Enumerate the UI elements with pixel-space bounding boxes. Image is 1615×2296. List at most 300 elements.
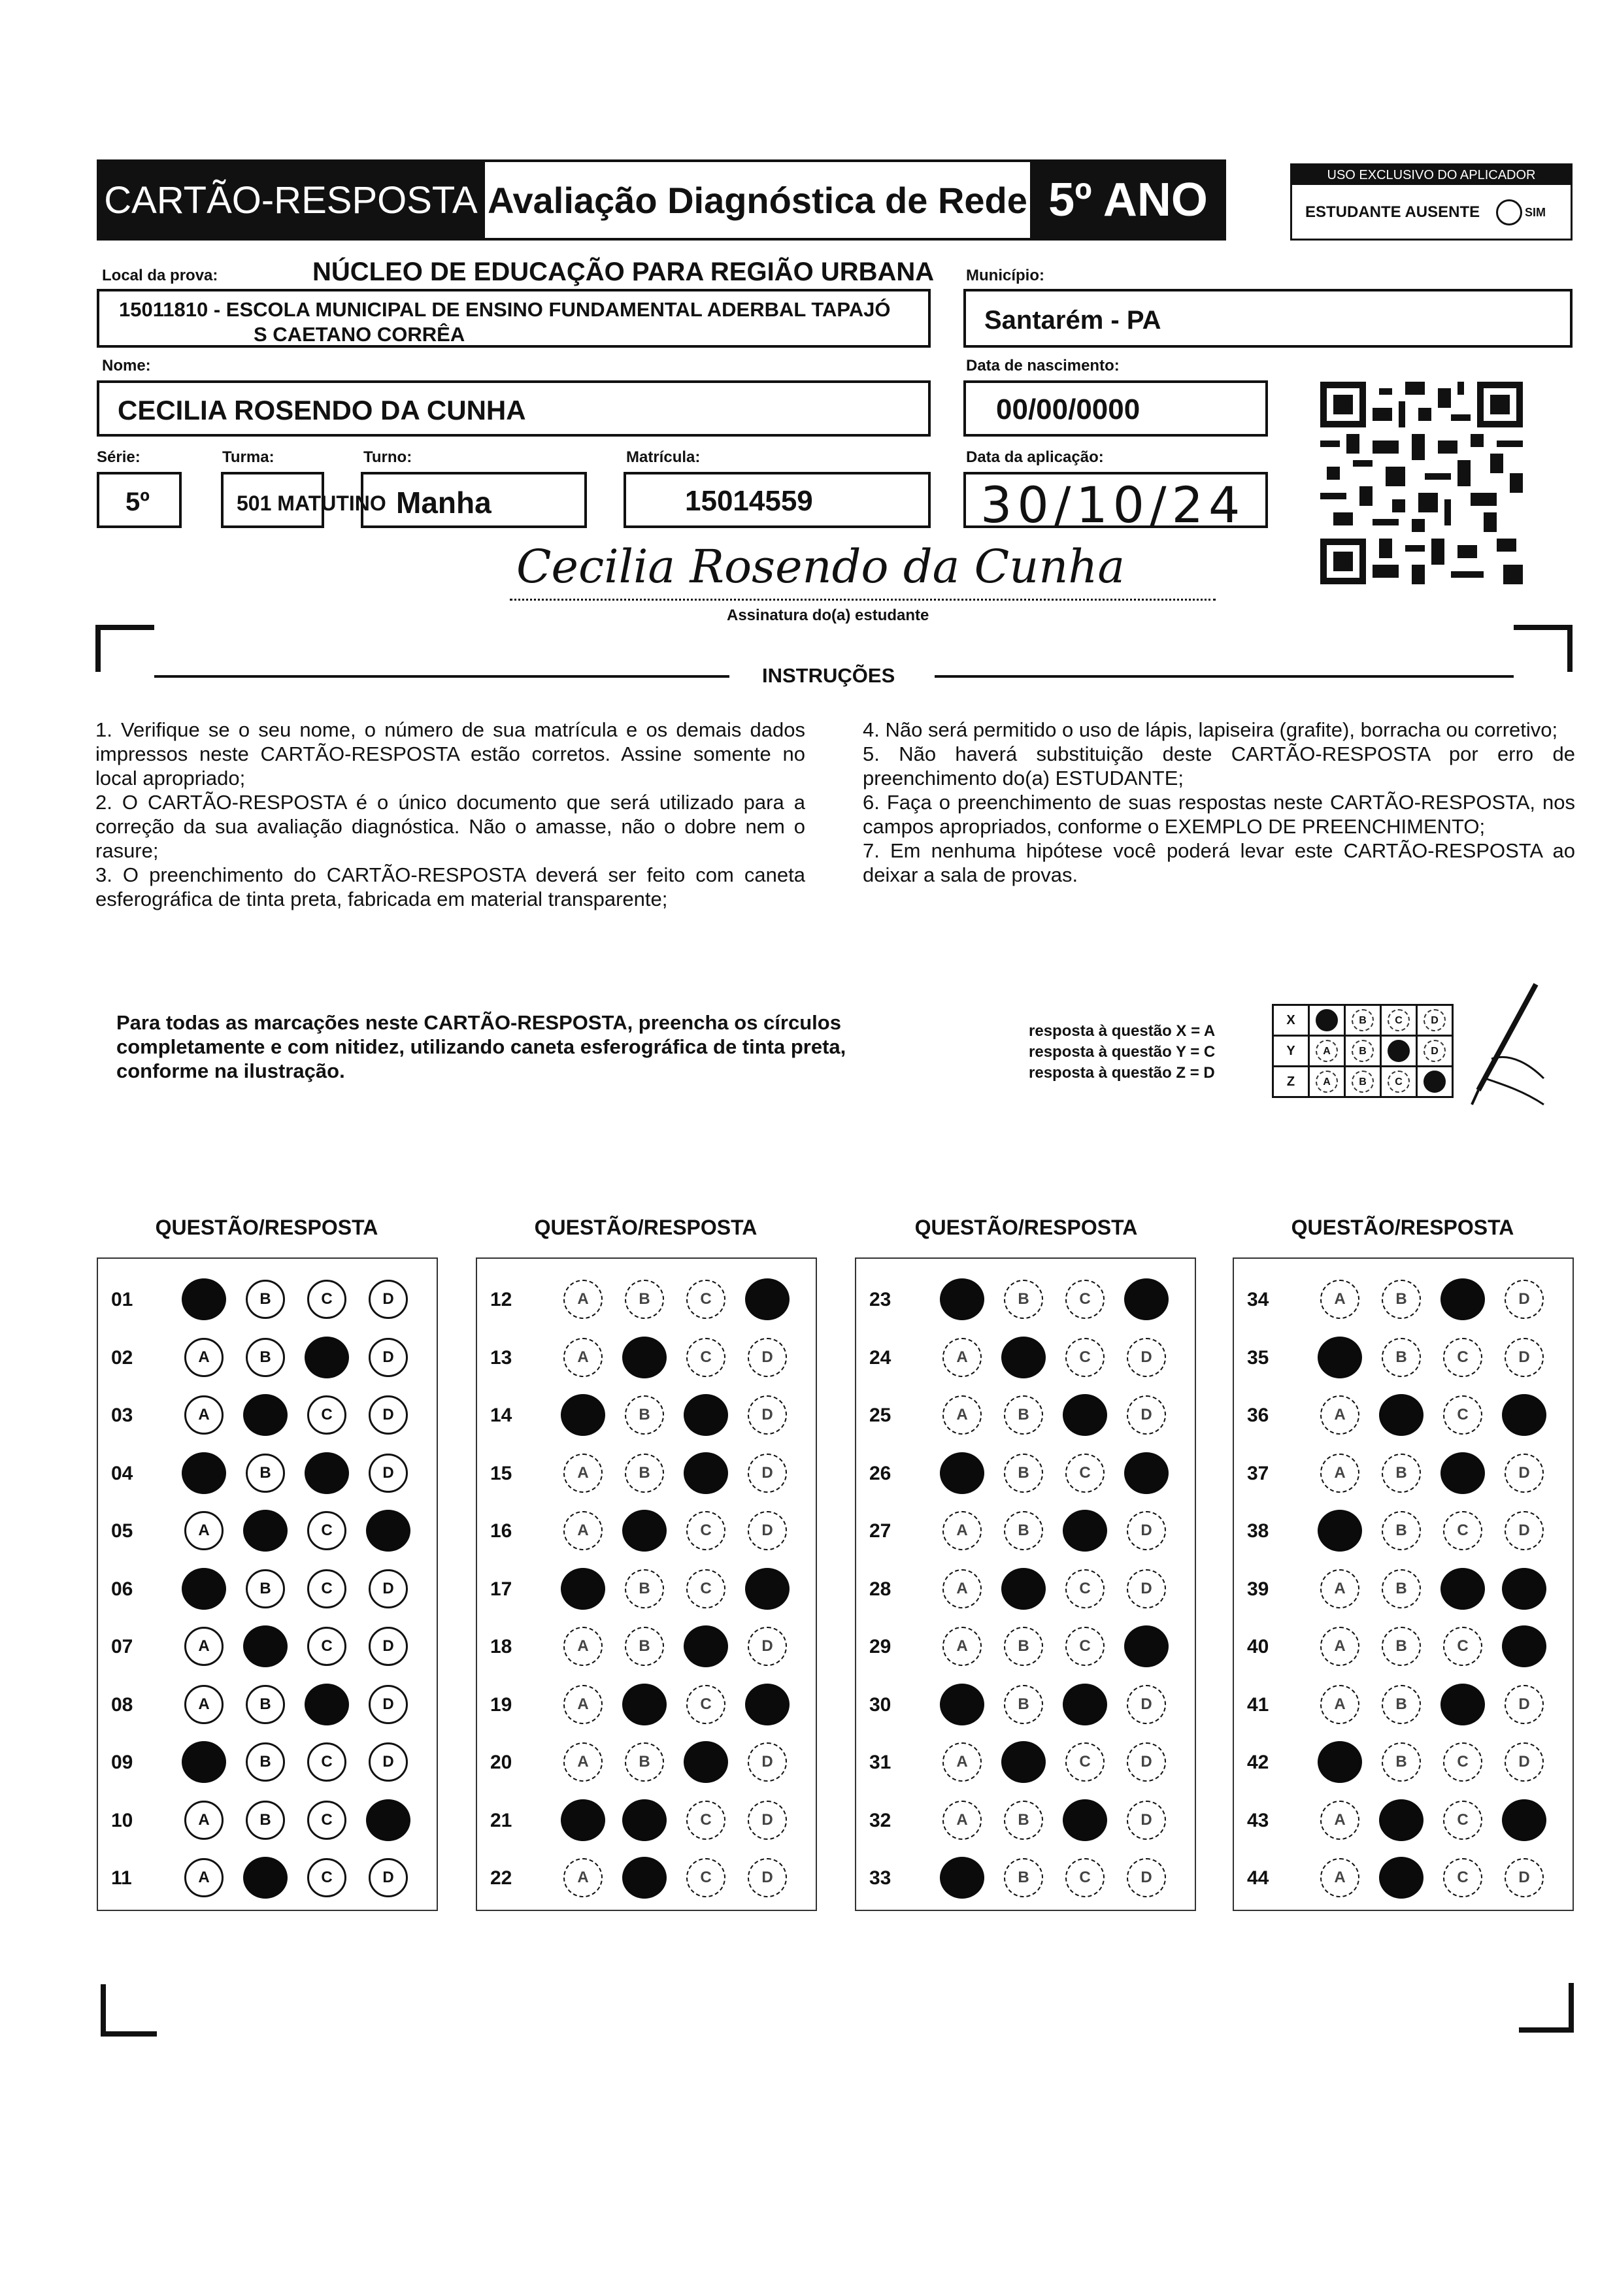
answer-bubble-18-b[interactable]: B xyxy=(625,1627,664,1666)
answer-bubble-06-b[interactable]: B xyxy=(246,1569,285,1608)
answer-bubble-02-d[interactable]: D xyxy=(369,1338,408,1377)
answer-bubble-06-a[interactable] xyxy=(182,1568,226,1610)
instruction-item: 3. O preenchimento do CARTÃO-RESPOSTA deverá ser feito com caneta esferográfica de tinta preta, fabricada em material transparente; xyxy=(95,863,805,910)
answer-bubble-39-c[interactable] xyxy=(1440,1568,1485,1610)
answer-bubble-07-a[interactable]: A xyxy=(184,1627,224,1666)
corner-top-right-v xyxy=(1567,625,1573,672)
answer-bubble-27-b[interactable]: B xyxy=(1004,1511,1043,1550)
answer-bubble-39-d[interactable] xyxy=(1502,1568,1546,1610)
instructions-rule-left xyxy=(154,675,729,678)
answer-bubble-28-d[interactable]: D xyxy=(1127,1569,1166,1608)
column-header: QUESTÃO/RESPOSTA xyxy=(1291,1216,1514,1239)
question-number: 25 xyxy=(869,1405,891,1426)
answer-bubble-26-a[interactable] xyxy=(940,1452,984,1494)
answer-bubble-26-c[interactable]: C xyxy=(1065,1454,1105,1493)
answer-bubble-30-a[interactable] xyxy=(940,1684,984,1725)
escola-field xyxy=(97,289,931,348)
answer-bubble-41-b[interactable]: B xyxy=(1382,1685,1421,1724)
municipio-value: Santarém - PA xyxy=(984,306,1161,335)
answer-bubble-10-c[interactable]: C xyxy=(307,1801,346,1840)
answer-bubble-24-a[interactable]: A xyxy=(942,1338,982,1377)
answer-bubble-31-a[interactable]: A xyxy=(942,1742,982,1782)
legend-y: resposta à questão Y = C xyxy=(1029,1043,1216,1061)
answer-bubble-22-d[interactable]: D xyxy=(748,1858,787,1897)
answer-bubble-32-d[interactable]: D xyxy=(1127,1801,1166,1840)
answer-bubble-25-b[interactable]: B xyxy=(1004,1395,1043,1435)
answer-bubble-32-c[interactable] xyxy=(1063,1799,1107,1841)
answer-bubble-03-a[interactable]: A xyxy=(184,1395,224,1435)
answer-bubble-33-a[interactable] xyxy=(940,1857,984,1899)
question-number: 07 xyxy=(111,1636,133,1657)
answer-bubble-05-a[interactable]: A xyxy=(184,1511,224,1550)
header-grade: 5º ANO xyxy=(1030,159,1226,241)
answer-bubble-40-a[interactable]: A xyxy=(1320,1627,1359,1666)
answer-bubble-12-d[interactable] xyxy=(745,1278,790,1320)
local-label: Local da prova: xyxy=(102,267,218,284)
aplicador-box xyxy=(1290,163,1573,241)
instruction-item: 6. Faça o preenchimento de suas respostas neste CARTÃO-RESPOSTA, nos campos apropriados, conforme o EXEMPLO DE PREENCHIMENTO; xyxy=(863,791,1575,838)
corner-top-left-v xyxy=(95,625,101,672)
serie-label: Série: xyxy=(97,448,141,466)
example-bubble: B xyxy=(1352,1040,1374,1062)
answer-bubble-09-b[interactable]: B xyxy=(246,1742,285,1782)
turno-label: Turno: xyxy=(363,448,412,466)
column-header: QUESTÃO/RESPOSTA xyxy=(155,1216,378,1239)
answer-bubble-14-d[interactable]: D xyxy=(748,1395,787,1435)
answer-bubble-31-b[interactable] xyxy=(1001,1741,1046,1783)
matricula-label: Matrícula: xyxy=(626,448,701,466)
answer-bubble-34-d[interactable]: D xyxy=(1505,1280,1544,1319)
answer-bubble-30-b[interactable]: B xyxy=(1004,1685,1043,1724)
answer-bubble-24-c[interactable]: C xyxy=(1065,1338,1105,1377)
question-number: 14 xyxy=(490,1405,512,1426)
answer-bubble-06-d[interactable]: D xyxy=(369,1569,408,1608)
answer-bubble-42-b[interactable]: B xyxy=(1382,1742,1421,1782)
question-number: 06 xyxy=(111,1578,133,1600)
question-number: 13 xyxy=(490,1346,512,1369)
answer-bubble-37-b[interactable]: B xyxy=(1382,1454,1421,1493)
question-number: 17 xyxy=(490,1578,512,1600)
question-number: 31 xyxy=(869,1752,891,1773)
example-bubble: B xyxy=(1352,1071,1374,1093)
answer-bubble-04-d[interactable]: D xyxy=(369,1454,408,1493)
answer-bubble-44-b[interactable] xyxy=(1379,1857,1424,1899)
answer-bubble-15-b[interactable]: B xyxy=(625,1454,664,1493)
corner-bottom-left xyxy=(101,2031,157,2037)
answer-bubble-43-b[interactable] xyxy=(1379,1799,1424,1841)
answer-bubble-33-b[interactable]: B xyxy=(1004,1858,1043,1897)
answer-bubble-42-c[interactable]: C xyxy=(1443,1742,1482,1782)
answer-bubble-41-c[interactable] xyxy=(1440,1684,1485,1725)
question-number: 36 xyxy=(1247,1405,1269,1426)
answer-bubble-28-a[interactable]: A xyxy=(942,1569,982,1608)
answer-bubble-22-b[interactable] xyxy=(622,1857,667,1899)
answer-bubble-15-c[interactable] xyxy=(684,1452,728,1494)
matricula-value: 15014559 xyxy=(685,485,813,517)
turno-field xyxy=(361,472,587,528)
question-number: 20 xyxy=(490,1752,512,1773)
signature: Cecilia Rosendo da Cunha xyxy=(516,540,1125,593)
instruction-item: 2. O CARTÃO-RESPOSTA é o único documento que será utilizado para a correção da sua avaliação diagnóstica. Não o amasse, não o dobre nem o rasure; xyxy=(95,791,805,862)
answer-bubble-09-a[interactable] xyxy=(182,1741,226,1783)
question-number: 44 xyxy=(1247,1867,1269,1889)
example-row-z xyxy=(1273,1067,1453,1097)
answer-bubble-22-c[interactable]: C xyxy=(686,1858,725,1897)
example-legend xyxy=(1029,1021,1215,1084)
question-number: 02 xyxy=(111,1346,133,1369)
question-number: 35 xyxy=(1247,1346,1269,1369)
question-number: 03 xyxy=(111,1405,133,1426)
answer-bubble-31-d[interactable]: D xyxy=(1127,1742,1166,1782)
header-subtitle: Avaliação Diagnóstica de Rede xyxy=(485,159,1030,241)
example-bubble: A xyxy=(1316,1071,1338,1093)
example-bubble: C xyxy=(1388,1009,1410,1031)
answer-bubble-17-d[interactable] xyxy=(745,1568,790,1610)
example-bubble: C xyxy=(1388,1071,1410,1093)
question-number: 28 xyxy=(869,1578,891,1600)
answer-bubble-02-b[interactable]: B xyxy=(246,1338,285,1377)
nascimento-value: 00/00/0000 xyxy=(996,393,1140,425)
legend-z: resposta à questão Z = D xyxy=(1029,1064,1215,1082)
answer-bubble-29-c[interactable]: C xyxy=(1065,1627,1105,1666)
nome-field xyxy=(97,380,931,437)
question-number: 05 xyxy=(111,1520,133,1542)
answer-bubble-17-b[interactable]: B xyxy=(625,1569,664,1608)
answer-bubble-01-d[interactable]: D xyxy=(369,1280,408,1319)
ausente-checkbox[interactable] xyxy=(1496,199,1522,225)
answer-bubble-35-b[interactable]: B xyxy=(1382,1338,1421,1377)
answer-bubble-37-c[interactable] xyxy=(1440,1452,1485,1494)
corner-bottom-left-v xyxy=(101,1984,106,2037)
pen-icon xyxy=(1452,980,1550,1118)
question-number: 30 xyxy=(869,1693,891,1716)
answer-bubble-40-d[interactable] xyxy=(1502,1625,1546,1667)
answer-bubble-36-c[interactable]: C xyxy=(1443,1395,1482,1435)
answer-bubble-32-a[interactable]: A xyxy=(942,1801,982,1840)
aplicacao-label: Data da aplicação: xyxy=(966,448,1104,466)
signature-label: Assinatura do(a) estudante xyxy=(727,607,929,624)
answer-bubble-13-a[interactable]: A xyxy=(563,1338,603,1377)
answer-bubble-34-c[interactable] xyxy=(1440,1278,1485,1320)
nome-label: Nome: xyxy=(102,357,151,374)
answer-bubble-36-d[interactable] xyxy=(1502,1394,1546,1436)
answer-bubble-11-d[interactable]: D xyxy=(369,1858,408,1897)
answer-bubble-37-d[interactable]: D xyxy=(1505,1454,1544,1493)
question-number: 27 xyxy=(869,1520,891,1542)
question-number: 34 xyxy=(1247,1289,1269,1310)
serie-value: 5º xyxy=(125,488,150,516)
answer-bubble-24-d[interactable]: D xyxy=(1127,1338,1166,1377)
answer-bubble-38-c[interactable]: C xyxy=(1443,1511,1482,1550)
instruction-item: 4. Não será permitido o uso de lápis, lapiseira (grafite), borracha ou corretivo; xyxy=(863,718,1558,741)
answer-bubble-38-a[interactable] xyxy=(1318,1510,1362,1552)
answer-bubble-11-b[interactable] xyxy=(243,1857,288,1899)
aplicador-title: USO EXCLUSIVO DO APLICADOR xyxy=(1292,165,1571,185)
corner-bottom-right-v xyxy=(1569,1983,1574,2033)
answer-bubble-16-c[interactable]: C xyxy=(686,1511,725,1550)
column-header: QUESTÃO/RESPOSTA xyxy=(914,1216,1138,1239)
answer-bubble-33-d[interactable]: D xyxy=(1127,1858,1166,1897)
question-number: 16 xyxy=(490,1520,512,1542)
answer-bubble-19-a[interactable]: A xyxy=(563,1685,603,1724)
municipio-label: Município: xyxy=(966,267,1044,284)
answer-bubble-01-b[interactable]: B xyxy=(246,1280,285,1319)
answer-bubble-14-c[interactable] xyxy=(684,1394,728,1436)
signature-line xyxy=(510,599,1216,601)
escola-line1: 15011810 - ESCOLA MUNICIPAL DE ENSINO FUNDAMENTAL ADERBAL TAPAJÓ xyxy=(119,298,891,321)
answer-bubble-25-c[interactable] xyxy=(1063,1394,1107,1436)
answer-bubble-28-c[interactable]: C xyxy=(1065,1569,1105,1608)
answer-bubble-17-c[interactable]: C xyxy=(686,1569,725,1608)
answer-bubble-44-a[interactable]: A xyxy=(1320,1858,1359,1897)
answer-bubble-02-a[interactable]: A xyxy=(184,1338,224,1377)
example-bubble: B xyxy=(1352,1009,1374,1031)
question-number: 41 xyxy=(1247,1693,1269,1716)
answer-bubble-29-b[interactable]: B xyxy=(1004,1627,1043,1666)
answer-bubble-10-d[interactable] xyxy=(366,1799,410,1841)
answer-bubble-14-b[interactable]: B xyxy=(625,1395,664,1435)
question-number: 09 xyxy=(111,1752,133,1773)
qr-code xyxy=(1320,382,1523,584)
turma-field xyxy=(221,472,386,528)
example-bubble-filled xyxy=(1424,1071,1446,1093)
question-number: 18 xyxy=(490,1636,512,1657)
example-row-label: Y xyxy=(1273,1036,1309,1067)
answer-bubble-24-b[interactable] xyxy=(1001,1337,1046,1378)
answer-bubble-16-b[interactable] xyxy=(622,1510,667,1552)
answer-bubble-09-d[interactable]: D xyxy=(369,1742,408,1782)
answer-bubble-35-c[interactable]: C xyxy=(1443,1338,1482,1377)
answer-bubble-43-a[interactable]: A xyxy=(1320,1801,1359,1840)
answer-bubble-29-a[interactable]: A xyxy=(942,1627,982,1666)
answer-bubble-03-b[interactable] xyxy=(243,1394,288,1436)
question-number: 08 xyxy=(111,1693,133,1716)
answer-bubble-27-d[interactable]: D xyxy=(1127,1511,1166,1550)
answer-bubble-21-a[interactable] xyxy=(561,1799,605,1841)
answer-bubble-44-d[interactable]: D xyxy=(1505,1858,1544,1897)
example-bubble-filled xyxy=(1388,1040,1410,1062)
answer-bubble-42-a[interactable] xyxy=(1318,1741,1362,1783)
question-number: 12 xyxy=(490,1289,512,1310)
instruction-item: 1. Verifique se o seu nome, o número de sua matrícula e os demais dados impressos neste CARTÃO-RESPOSTA estão corretos. Assine somente no local apropriado; xyxy=(95,718,805,790)
answer-bubble-18-a[interactable]: A xyxy=(563,1627,603,1666)
answer-bubble-32-b[interactable]: B xyxy=(1004,1801,1043,1840)
question-number: 42 xyxy=(1247,1752,1269,1773)
municipio-field xyxy=(963,289,1573,348)
answer-bubble-15-a[interactable]: A xyxy=(563,1454,603,1493)
answer-bubble-19-c[interactable]: C xyxy=(686,1685,725,1724)
answer-bubble-25-d[interactable]: D xyxy=(1127,1395,1166,1435)
header-title: CARTÃO-RESPOSTA xyxy=(97,159,485,241)
example-row-label: Z xyxy=(1273,1067,1309,1097)
instructions-title: INSTRUÇÕES xyxy=(762,664,895,687)
question-number: 19 xyxy=(490,1693,512,1716)
question-number: 33 xyxy=(869,1867,891,1889)
question-number: 21 xyxy=(490,1809,512,1831)
answer-bubble-06-c[interactable]: C xyxy=(307,1569,346,1608)
answer-bubble-42-d[interactable]: D xyxy=(1505,1742,1544,1782)
answer-bubble-28-b[interactable] xyxy=(1001,1568,1046,1610)
answer-bubble-08-d[interactable]: D xyxy=(369,1685,408,1724)
answer-bubble-30-c[interactable] xyxy=(1063,1684,1107,1725)
question-number: 24 xyxy=(869,1346,891,1369)
answer-bubble-26-d[interactable] xyxy=(1124,1452,1169,1494)
turma-label: Turma: xyxy=(222,448,275,466)
answer-bubble-29-d[interactable] xyxy=(1124,1625,1169,1667)
answer-bubble-03-d[interactable]: D xyxy=(369,1395,408,1435)
column-header: QUESTÃO/RESPOSTA xyxy=(534,1216,758,1239)
instructions-right xyxy=(863,718,1575,887)
instruction-item: 5. Não haverá substituição deste CARTÃO-RESPOSTA por erro de preenchimento do(a) ESTUDANTE; xyxy=(863,742,1575,790)
question-number: 23 xyxy=(869,1289,891,1310)
answer-bubble-34-a[interactable]: A xyxy=(1320,1280,1359,1319)
answer-bubble-18-c[interactable] xyxy=(684,1625,728,1667)
answer-bubble-21-b[interactable] xyxy=(622,1799,667,1841)
answer-bubble-19-d[interactable] xyxy=(745,1684,790,1725)
answer-bubble-16-a[interactable]: A xyxy=(563,1511,603,1550)
answer-bubble-08-c[interactable] xyxy=(305,1684,349,1725)
answer-bubble-04-a[interactable] xyxy=(182,1452,226,1494)
question-number: 10 xyxy=(111,1809,133,1831)
example-table xyxy=(1272,1004,1454,1098)
answer-bubble-37-a[interactable]: A xyxy=(1320,1454,1359,1493)
question-number: 15 xyxy=(490,1462,512,1484)
answer-bubble-38-b[interactable]: B xyxy=(1382,1511,1421,1550)
answer-bubble-05-d[interactable] xyxy=(366,1510,410,1552)
answer-bubble-05-b[interactable] xyxy=(243,1510,288,1552)
question-number: 38 xyxy=(1247,1520,1269,1542)
answer-bubble-04-c[interactable] xyxy=(305,1452,349,1494)
answer-bubble-07-b[interactable] xyxy=(243,1625,288,1667)
answer-bubble-02-c[interactable] xyxy=(305,1337,349,1378)
answer-bubble-12-a[interactable]: A xyxy=(563,1280,603,1319)
question-number: 39 xyxy=(1247,1578,1269,1600)
answer-bubble-23-d[interactable] xyxy=(1124,1278,1169,1320)
question-number: 01 xyxy=(111,1289,133,1310)
answer-bubble-25-a[interactable]: A xyxy=(942,1395,982,1435)
turma-value: 501 MATUTINO xyxy=(237,491,386,515)
answer-bubble-17-a[interactable] xyxy=(561,1568,605,1610)
answer-bubble-18-d[interactable]: D xyxy=(748,1627,787,1666)
answer-bubble-30-d[interactable]: D xyxy=(1127,1685,1166,1724)
answer-bubble-14-a[interactable] xyxy=(561,1394,605,1436)
answer-bubble-07-c[interactable]: C xyxy=(307,1627,346,1666)
answer-bubble-10-b[interactable]: B xyxy=(246,1801,285,1840)
legend-x: resposta à questão X = A xyxy=(1029,1022,1216,1040)
serie-field xyxy=(97,472,182,528)
answer-bubble-15-d[interactable]: D xyxy=(748,1454,787,1493)
corner-bottom-right xyxy=(1519,2027,1574,2033)
answer-bubble-01-a[interactable] xyxy=(182,1278,226,1320)
example-text: Para todas as marcações neste CARTÃO-RESPOSTA, preencha os círculos completamente e com nitidez, utilizando caneta esferográfica de tinta preta, conforme na ilustração. xyxy=(116,1011,846,1082)
answer-bubble-12-c[interactable]: C xyxy=(686,1280,725,1319)
answer-bubble-27-a[interactable]: A xyxy=(942,1511,982,1550)
turno-value: Manha xyxy=(396,486,491,520)
escola-line2: S CAETANO CORRÊA xyxy=(254,323,465,346)
answer-bubble-38-d[interactable]: D xyxy=(1505,1511,1544,1550)
answer-bubble-01-c[interactable]: C xyxy=(307,1280,346,1319)
answer-bubble-13-c[interactable]: C xyxy=(686,1338,725,1377)
answer-bubble-44-c[interactable]: C xyxy=(1443,1858,1482,1897)
nome-value: CECILIA ROSENDO DA CUNHA xyxy=(118,395,526,425)
answer-bubble-20-a[interactable]: A xyxy=(563,1742,603,1782)
answer-bubble-10-a[interactable]: A xyxy=(184,1801,224,1840)
answer-bubble-07-d[interactable]: D xyxy=(369,1627,408,1666)
matricula-field xyxy=(624,472,931,528)
example-bubble: D xyxy=(1424,1009,1446,1031)
example-bubble-filled xyxy=(1316,1009,1338,1031)
answer-bubble-08-b[interactable]: B xyxy=(246,1685,285,1724)
answer-bubble-03-c[interactable]: C xyxy=(307,1395,346,1435)
answer-bubble-20-c[interactable] xyxy=(684,1741,728,1783)
answer-bubble-22-a[interactable]: A xyxy=(563,1858,603,1897)
aplicacao-value: 30/10/24 xyxy=(980,476,1246,534)
local-value: NÚCLEO DE EDUCAÇÃO PARA REGIÃO URBANA xyxy=(312,258,935,286)
answer-bubble-19-b[interactable] xyxy=(622,1684,667,1725)
answer-bubble-11-a[interactable]: A xyxy=(184,1858,224,1897)
answer-bubble-35-d[interactable]: D xyxy=(1505,1338,1544,1377)
answer-bubble-43-c[interactable]: C xyxy=(1443,1801,1482,1840)
answer-bubble-36-a[interactable]: A xyxy=(1320,1395,1359,1435)
answer-bubble-40-b[interactable]: B xyxy=(1382,1627,1421,1666)
aplicacao-field xyxy=(963,472,1268,534)
corner-top-left xyxy=(95,625,154,630)
answer-bubble-41-d[interactable]: D xyxy=(1505,1685,1544,1724)
answer-bubble-04-b[interactable]: B xyxy=(246,1454,285,1493)
answer-bubble-08-a[interactable]: A xyxy=(184,1685,224,1724)
answer-bubble-11-c[interactable]: C xyxy=(307,1858,346,1897)
answer-bubble-13-b[interactable] xyxy=(622,1337,667,1378)
answer-bubble-21-c[interactable]: C xyxy=(686,1801,725,1840)
answer-bubble-16-d[interactable]: D xyxy=(748,1511,787,1550)
example-row-label: X xyxy=(1273,1005,1309,1036)
example-row-x xyxy=(1273,1005,1453,1036)
question-number: 40 xyxy=(1247,1636,1269,1657)
answer-bubble-05-c[interactable]: C xyxy=(307,1511,346,1550)
answer-bubble-39-b[interactable]: B xyxy=(1382,1569,1421,1608)
answer-bubble-27-c[interactable] xyxy=(1063,1510,1107,1552)
question-number: 29 xyxy=(869,1636,891,1657)
answer-bubble-20-b[interactable]: B xyxy=(625,1742,664,1782)
answer-bubble-12-b[interactable]: B xyxy=(625,1280,664,1319)
answer-bubble-26-b[interactable]: B xyxy=(1004,1454,1043,1493)
answer-bubble-39-a[interactable]: A xyxy=(1320,1569,1359,1608)
answer-bubble-20-d[interactable]: D xyxy=(748,1742,787,1782)
example-bubble: A xyxy=(1316,1040,1338,1062)
answer-bubble-40-c[interactable]: C xyxy=(1443,1627,1482,1666)
answer-bubble-43-d[interactable] xyxy=(1502,1799,1546,1841)
nascimento-label: Data de nascimento: xyxy=(966,357,1120,374)
answer-bubble-23-a[interactable] xyxy=(940,1278,984,1320)
ausente-label: ESTUDANTE AUSENTE xyxy=(1305,203,1480,221)
answer-bubble-31-c[interactable]: C xyxy=(1065,1742,1105,1782)
answer-bubble-23-b[interactable]: B xyxy=(1004,1280,1043,1319)
answer-bubble-41-a[interactable]: A xyxy=(1320,1685,1359,1724)
answer-bubble-36-b[interactable] xyxy=(1379,1394,1424,1436)
answer-bubble-33-c[interactable]: C xyxy=(1065,1858,1105,1897)
question-number: 22 xyxy=(490,1867,512,1889)
sim-label: SIM xyxy=(1525,206,1546,219)
answer-bubble-35-a[interactable] xyxy=(1318,1337,1362,1378)
answer-bubble-13-d[interactable]: D xyxy=(748,1338,787,1377)
answer-bubble-09-c[interactable]: C xyxy=(307,1742,346,1782)
answer-bubble-23-c[interactable]: C xyxy=(1065,1280,1105,1319)
answer-bubble-34-b[interactable]: B xyxy=(1382,1280,1421,1319)
instruction-item: 7. Em nenhuma hipótese você poderá levar este CARTÃO-RESPOSTA ao deixar a sala de provas. xyxy=(863,839,1575,886)
question-number: 37 xyxy=(1247,1462,1269,1484)
instructions-left xyxy=(95,718,805,911)
answer-bubble-21-d[interactable]: D xyxy=(748,1801,787,1840)
